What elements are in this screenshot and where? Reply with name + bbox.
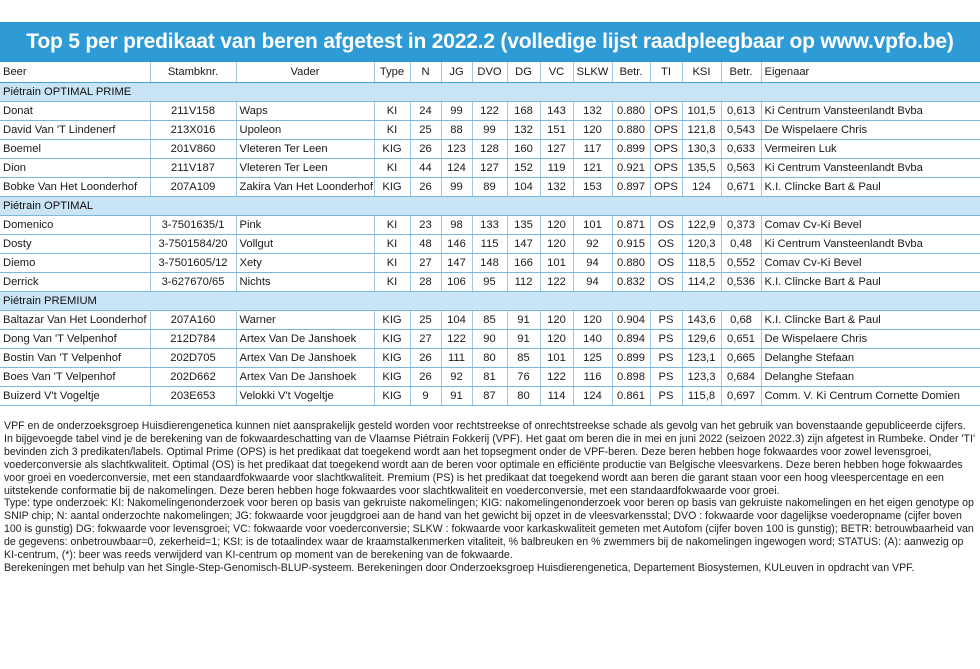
column-header: DVO xyxy=(472,62,507,82)
table-cell: 25 xyxy=(410,120,441,139)
column-header: Betr. xyxy=(721,62,761,82)
table-cell: 23 xyxy=(410,215,441,234)
table-cell: 147 xyxy=(441,253,472,272)
table-cell: 91 xyxy=(507,310,540,329)
legend-text: Type: type onderzoek: KI: Nakomelingenonderzoek voor beren op basis van gekruiste nakomelingen; KIG: nakomelingenonderzoek voor beren op basis van gekruiste nakomelingen en het eigen genotype op SNIP chip; N: aantal onderzochte nakomelingen; JG: fokwaarde voor jeugdgroei aan de hand van het gewicht bij opzet in de vleesvarkensstal; DVO : fokwaarde voor dagelijkse voederopname (cijfer boven 100 is gunstig) DG: fokwaarde voor levensgroei; VC: fokwaarde voor voederconversie; SLKW : fokwaarde voor karkaskwaliteit gemeten met Autofom (cijfer boven 100 is gunstig); BETR: betrouwbaarheid van de gegevens: onbetrouwbaar=0, zekerheid=1; KSI: is de totaalindex waar de kraamstalkenmerken vitaliteit, % balbreuken en % zwemmers bij de nakomelingen ingewogen word; STATUS: (A): aanwezig op KI-centrum, (*): beer was reeds verwijderd van KI-centrum op moment van de berekening van de fokwaarde. xyxy=(4,497,974,562)
table-cell: 135 xyxy=(507,215,540,234)
table-cell: 85 xyxy=(507,348,540,367)
table-cell: 160 xyxy=(507,139,540,158)
column-header: DG xyxy=(507,62,540,82)
table-cell: 146 xyxy=(441,234,472,253)
table-cell: 132 xyxy=(573,101,612,120)
table-cell: 140 xyxy=(573,329,612,348)
table-cell: 0,552 xyxy=(721,253,761,272)
table-cell: Dong Van 'T Velpenhof xyxy=(0,329,150,348)
column-header: Betr. xyxy=(612,62,650,82)
table-cell: KI xyxy=(374,272,410,291)
table-cell: Buizerd V't Vogeltje xyxy=(0,386,150,405)
table-cell: 117 xyxy=(573,139,612,158)
table-cell: 0.899 xyxy=(612,348,650,367)
table-cell: 120,3 xyxy=(682,234,721,253)
table-cell: 130,3 xyxy=(682,139,721,158)
table-cell: 0.921 xyxy=(612,158,650,177)
table-cell: OS xyxy=(650,272,682,291)
table-cell: 111 xyxy=(441,348,472,367)
table-cell: 212D784 xyxy=(150,329,236,348)
table-cell: 123 xyxy=(441,139,472,158)
table-cell: 211V187 xyxy=(150,158,236,177)
column-header: Eigenaar xyxy=(761,62,980,82)
table-cell: 120 xyxy=(573,310,612,329)
table-cell: 0,543 xyxy=(721,120,761,139)
table-cell: Comm. V. Ki Centrum Cornette Domien xyxy=(761,386,980,405)
table-cell: 26 xyxy=(410,348,441,367)
table-cell: Vermeiren Luk xyxy=(761,139,980,158)
table-cell: 88 xyxy=(441,120,472,139)
table-row xyxy=(0,120,980,139)
table-cell: 202D705 xyxy=(150,348,236,367)
table-cell: 28 xyxy=(410,272,441,291)
table-cell: 122 xyxy=(540,367,573,386)
table-row xyxy=(0,329,980,348)
table-row xyxy=(0,177,980,196)
table-cell: 0.861 xyxy=(612,386,650,405)
table-cell: OS xyxy=(650,234,682,253)
table-row xyxy=(0,348,980,367)
table-cell: 132 xyxy=(540,177,573,196)
table-cell: 120 xyxy=(540,234,573,253)
table-row xyxy=(0,215,980,234)
table-cell: Ki Centrum Vansteenlandt Bvba xyxy=(761,158,980,177)
table-cell: 121 xyxy=(573,158,612,177)
explanation-text: In bijgevoegde tabel vind je de berekening van de fokwaardeschatting van de Vlaamse Piétrain Fokkerij (VPF). Het gaat om beren die in mei en juni 2022 (seizoen 2022.3) zijn afgetest in Rumbeke. Onder 'TI' bevinden zich 3 predikaten/labels. Optimal Prime (OPS) is het predikaat dat toegekend wordt aan het topsegment onder de VPF-beren. Deze beren hebben hoge fokwaardes voor zowel levensgroei, voederconversie als slachtkwaliteit. Optimal (OS) is het predikaat dat toegekend wordt aan de beren voor optimale en efficiënte productie van Belgische vleesvarkens. Deze beren hebben hoge fokwaardes voor groei en voederconversie, met een standaardfokwaarde voor slachtkwaliteit. Premium (PS) is het predikaat dat toegekend wordt aan beren die garant staan voor een hoog vleespercentage en een uitstekende conformatie bij de nakomelingen. Deze beren hebben hoge fokwaardes voor slachtkwaliteit en voederconversie, met een standaardfokwaarde voor groei. xyxy=(4,432,975,497)
table-cell: 0.904 xyxy=(612,310,650,329)
table-cell: 91 xyxy=(507,329,540,348)
table-cell: Ki Centrum Vansteenlandt Bvba xyxy=(761,234,980,253)
table-cell: 122,9 xyxy=(682,215,721,234)
credits-text: Berekeningen met behulp van het Single-Step-Genomisch-BLUP-systeem. Berekeningen door Onderzoeksgroep Huisdierengenetica, Departement Biosystemen, KULeuven in opdracht van VPF. xyxy=(4,561,915,574)
table-cell: 0,536 xyxy=(721,272,761,291)
table-cell: 24 xyxy=(410,101,441,120)
table-cell: David Van 'T Lindenerf xyxy=(0,120,150,139)
table-cell: 127 xyxy=(540,139,573,158)
table-cell: 99 xyxy=(472,120,507,139)
table-cell: Baltazar Van Het Loonderhof xyxy=(0,310,150,329)
table-cell: 104 xyxy=(441,310,472,329)
table-cell: 112 xyxy=(507,272,540,291)
table-cell: Dosty xyxy=(0,234,150,253)
table-cell: Boes Van 'T Velpenhof xyxy=(0,367,150,386)
table-cell: 127 xyxy=(472,158,507,177)
table-cell: 0,373 xyxy=(721,215,761,234)
column-header: TI xyxy=(650,62,682,82)
table-cell: Xety xyxy=(236,253,374,272)
table-row xyxy=(0,272,980,291)
section-row xyxy=(0,82,980,101)
table-cell: Domenico xyxy=(0,215,150,234)
table-cell: Waps xyxy=(236,101,374,120)
table-body xyxy=(0,82,980,405)
table-cell: Comav Cv-Ki Bevel xyxy=(761,253,980,272)
table-cell: De Wispelaere Chris xyxy=(761,329,980,348)
table-cell: Artex Van De Janshoek xyxy=(236,348,374,367)
column-header: Beer xyxy=(0,62,150,82)
table-cell: KIG xyxy=(374,367,410,386)
table-cell: 85 xyxy=(472,310,507,329)
table-cell: KIG xyxy=(374,348,410,367)
table-cell: Artex Van De Janshoek xyxy=(236,329,374,348)
table-cell: 3-627670/65 xyxy=(150,272,236,291)
table-cell: 153 xyxy=(573,177,612,196)
table-cell: 147 xyxy=(507,234,540,253)
table-cell: 115 xyxy=(472,234,507,253)
table-cell: 104 xyxy=(507,177,540,196)
disclaimer-text: VPF en de onderzoeksgroep Huisdierengenetica kunnen niet aansprakelijk gesteld worden voor rechtstreekse of onrechtstreekse schade als gevolg van het gebruik van bovenstaande gepubliceerde cijfers. xyxy=(4,420,966,432)
table-cell: Delanghe Stefaan xyxy=(761,367,980,386)
table-cell: 120 xyxy=(540,329,573,348)
table-title: Top 5 per predikaat van beren afgetest in 2022.2 (volledige lijst raadpleegbaar op www.vpfo.be) xyxy=(0,22,980,62)
table-cell: 101,5 xyxy=(682,101,721,120)
table-cell: 0.899 xyxy=(612,139,650,158)
table-cell: 207A109 xyxy=(150,177,236,196)
table-row xyxy=(0,101,980,120)
table-cell: 90 xyxy=(472,329,507,348)
table-cell: KIG xyxy=(374,310,410,329)
table-cell: 101 xyxy=(540,348,573,367)
table-cell: KI xyxy=(374,253,410,272)
table-cell: 124 xyxy=(682,177,721,196)
table-cell: 27 xyxy=(410,253,441,272)
table-cell: 92 xyxy=(441,367,472,386)
table-cell: 0,684 xyxy=(721,367,761,386)
table-cell: 99 xyxy=(441,177,472,196)
table-cell: OPS xyxy=(650,158,682,177)
table-cell: 0.897 xyxy=(612,177,650,196)
table-cell: PS xyxy=(650,310,682,329)
section-label: Piétrain PREMIUM xyxy=(0,291,980,310)
table-cell: 99 xyxy=(441,101,472,120)
table-cell: 129,6 xyxy=(682,329,721,348)
table-cell: 124 xyxy=(573,386,612,405)
column-header: Stambknr. xyxy=(150,62,236,82)
table-cell: KI xyxy=(374,101,410,120)
table-cell: Delanghe Stefaan xyxy=(761,348,980,367)
table-cell: 98 xyxy=(441,215,472,234)
table-cell: Vleteren Ter Leen xyxy=(236,139,374,158)
table-cell: Vleteren Ter Leen xyxy=(236,158,374,177)
table-cell: KI xyxy=(374,158,410,177)
table-cell: KI xyxy=(374,120,410,139)
table-cell: PS xyxy=(650,367,682,386)
table-cell: 80 xyxy=(472,348,507,367)
header-row xyxy=(0,62,980,82)
table-cell: 123,3 xyxy=(682,367,721,386)
table-row xyxy=(0,386,980,405)
table-cell: Warner xyxy=(236,310,374,329)
table-cell: De Wispelaere Chris xyxy=(761,120,980,139)
table-cell: 0,633 xyxy=(721,139,761,158)
table-cell: 120 xyxy=(540,215,573,234)
table-cell: 80 xyxy=(507,386,540,405)
table-cell: 115,8 xyxy=(682,386,721,405)
table-cell: 123,1 xyxy=(682,348,721,367)
table-cell: KIG xyxy=(374,386,410,405)
table-cell: 0,563 xyxy=(721,158,761,177)
table-cell: 135,5 xyxy=(682,158,721,177)
table-cell: 0.832 xyxy=(612,272,650,291)
table-cell: 106 xyxy=(441,272,472,291)
table-cell: 203E653 xyxy=(150,386,236,405)
table-cell: 3-7501584/20 xyxy=(150,234,236,253)
table-cell: 118,5 xyxy=(682,253,721,272)
table-row xyxy=(0,253,980,272)
table-cell: 124 xyxy=(441,158,472,177)
table-cell: PS xyxy=(650,329,682,348)
table-cell: 9 xyxy=(410,386,441,405)
section-label: Piétrain OPTIMAL PRIME xyxy=(0,82,980,101)
table-cell: 0,613 xyxy=(721,101,761,120)
table-cell: 152 xyxy=(507,158,540,177)
table-cell: 0.915 xyxy=(612,234,650,253)
table-cell: KIG xyxy=(374,139,410,158)
table-cell: Zakira Van Het Loonderhof xyxy=(236,177,374,196)
table-cell: 0,651 xyxy=(721,329,761,348)
table-cell: 25 xyxy=(410,310,441,329)
table-cell: Bobke Van Het Loonderhof xyxy=(0,177,150,196)
column-header: Type xyxy=(374,62,410,82)
table-cell: OPS xyxy=(650,120,682,139)
table-cell: OPS xyxy=(650,101,682,120)
table-cell: OS xyxy=(650,215,682,234)
table-cell: 132 xyxy=(507,120,540,139)
table-row xyxy=(0,310,980,329)
column-header: JG xyxy=(441,62,472,82)
table-cell: 91 xyxy=(441,386,472,405)
table-cell: 0.871 xyxy=(612,215,650,234)
table-cell: 133 xyxy=(472,215,507,234)
section-row xyxy=(0,291,980,310)
table-cell: Derrick xyxy=(0,272,150,291)
table-cell: 95 xyxy=(472,272,507,291)
table-cell: 119 xyxy=(540,158,573,177)
table-cell: 94 xyxy=(573,272,612,291)
table-cell: 26 xyxy=(410,367,441,386)
table-cell: 120 xyxy=(540,310,573,329)
ranking-table xyxy=(0,62,980,406)
table-cell: 122 xyxy=(472,101,507,120)
table-row xyxy=(0,139,980,158)
table-cell: 0,697 xyxy=(721,386,761,405)
table-cell: Nichts xyxy=(236,272,374,291)
table-cell: 122 xyxy=(540,272,573,291)
table-cell: Comav Cv-Ki Bevel xyxy=(761,215,980,234)
table-cell: 120 xyxy=(573,120,612,139)
table-cell: PS xyxy=(650,348,682,367)
column-header: SLKW xyxy=(573,62,612,82)
table-cell: Bostin Van 'T Velpenhof xyxy=(0,348,150,367)
column-header: N xyxy=(410,62,441,82)
table-cell: 89 xyxy=(472,177,507,196)
table-cell: 143,6 xyxy=(682,310,721,329)
table-cell: Velokki V't Vogeltje xyxy=(236,386,374,405)
section-row xyxy=(0,196,980,215)
table-cell: KI xyxy=(374,234,410,253)
section-label: Piétrain OPTIMAL xyxy=(0,196,980,215)
table-cell: 48 xyxy=(410,234,441,253)
table-cell: Boemel xyxy=(0,139,150,158)
table-cell: Artex Van De Janshoek xyxy=(236,367,374,386)
table-cell: 116 xyxy=(573,367,612,386)
table-cell: 94 xyxy=(573,253,612,272)
table-cell: 87 xyxy=(472,386,507,405)
table-cell: 114 xyxy=(540,386,573,405)
table-cell: 0,68 xyxy=(721,310,761,329)
table-cell: 44 xyxy=(410,158,441,177)
table-cell: Diemo xyxy=(0,253,150,272)
table-cell: Ki Centrum Vansteenlandt Bvba xyxy=(761,101,980,120)
table-cell: KIG xyxy=(374,177,410,196)
table-cell: K.I. Clincke Bart & Paul xyxy=(761,272,980,291)
table-cell: 0.894 xyxy=(612,329,650,348)
table-cell: 0,671 xyxy=(721,177,761,196)
table-cell: 168 xyxy=(507,101,540,120)
table-cell: 122 xyxy=(441,329,472,348)
table-cell: Upoleon xyxy=(236,120,374,139)
column-header: Vader xyxy=(236,62,374,82)
table-cell: 3-7501605/12 xyxy=(150,253,236,272)
column-header: KSI xyxy=(682,62,721,82)
table-cell: 27 xyxy=(410,329,441,348)
column-header: VC xyxy=(540,62,573,82)
table-cell: 114,2 xyxy=(682,272,721,291)
table-row xyxy=(0,234,980,253)
footnotes xyxy=(4,420,976,575)
table-cell: 0.880 xyxy=(612,101,650,120)
table-cell: PS xyxy=(650,386,682,405)
table-cell: OPS xyxy=(650,139,682,158)
table-header xyxy=(0,62,980,82)
table-cell: 26 xyxy=(410,139,441,158)
table-cell: K.I. Clincke Bart & Paul xyxy=(761,310,980,329)
table-cell: 76 xyxy=(507,367,540,386)
table-cell: 0,665 xyxy=(721,348,761,367)
table-cell: 0.880 xyxy=(612,253,650,272)
table-cell: KI xyxy=(374,215,410,234)
table-cell: 207A160 xyxy=(150,310,236,329)
table-cell: 121,8 xyxy=(682,120,721,139)
table-cell: Pink xyxy=(236,215,374,234)
table-cell: 213X016 xyxy=(150,120,236,139)
table-cell: 101 xyxy=(573,215,612,234)
table-cell: 128 xyxy=(472,139,507,158)
table-cell: Donat xyxy=(0,101,150,120)
table-row xyxy=(0,158,980,177)
table-cell: 143 xyxy=(540,101,573,120)
table-cell: KIG xyxy=(374,329,410,348)
table-cell: 101 xyxy=(540,253,573,272)
table-cell: Dion xyxy=(0,158,150,177)
table-cell: K.I. Clincke Bart & Paul xyxy=(761,177,980,196)
table-cell: 148 xyxy=(472,253,507,272)
table-cell: 211V158 xyxy=(150,101,236,120)
table-row xyxy=(0,367,980,386)
table-cell: OPS xyxy=(650,177,682,196)
table-cell: 202D662 xyxy=(150,367,236,386)
table-cell: 125 xyxy=(573,348,612,367)
table-cell: Vollgut xyxy=(236,234,374,253)
table-cell: OS xyxy=(650,253,682,272)
table-cell: 3-7501635/1 xyxy=(150,215,236,234)
table-cell: 0,48 xyxy=(721,234,761,253)
table-cell: 201V860 xyxy=(150,139,236,158)
table-cell: 151 xyxy=(540,120,573,139)
table-cell: 26 xyxy=(410,177,441,196)
table-cell: 0.880 xyxy=(612,120,650,139)
table-cell: 0.898 xyxy=(612,367,650,386)
table-cell: 92 xyxy=(573,234,612,253)
table-cell: 81 xyxy=(472,367,507,386)
table-cell: 166 xyxy=(507,253,540,272)
